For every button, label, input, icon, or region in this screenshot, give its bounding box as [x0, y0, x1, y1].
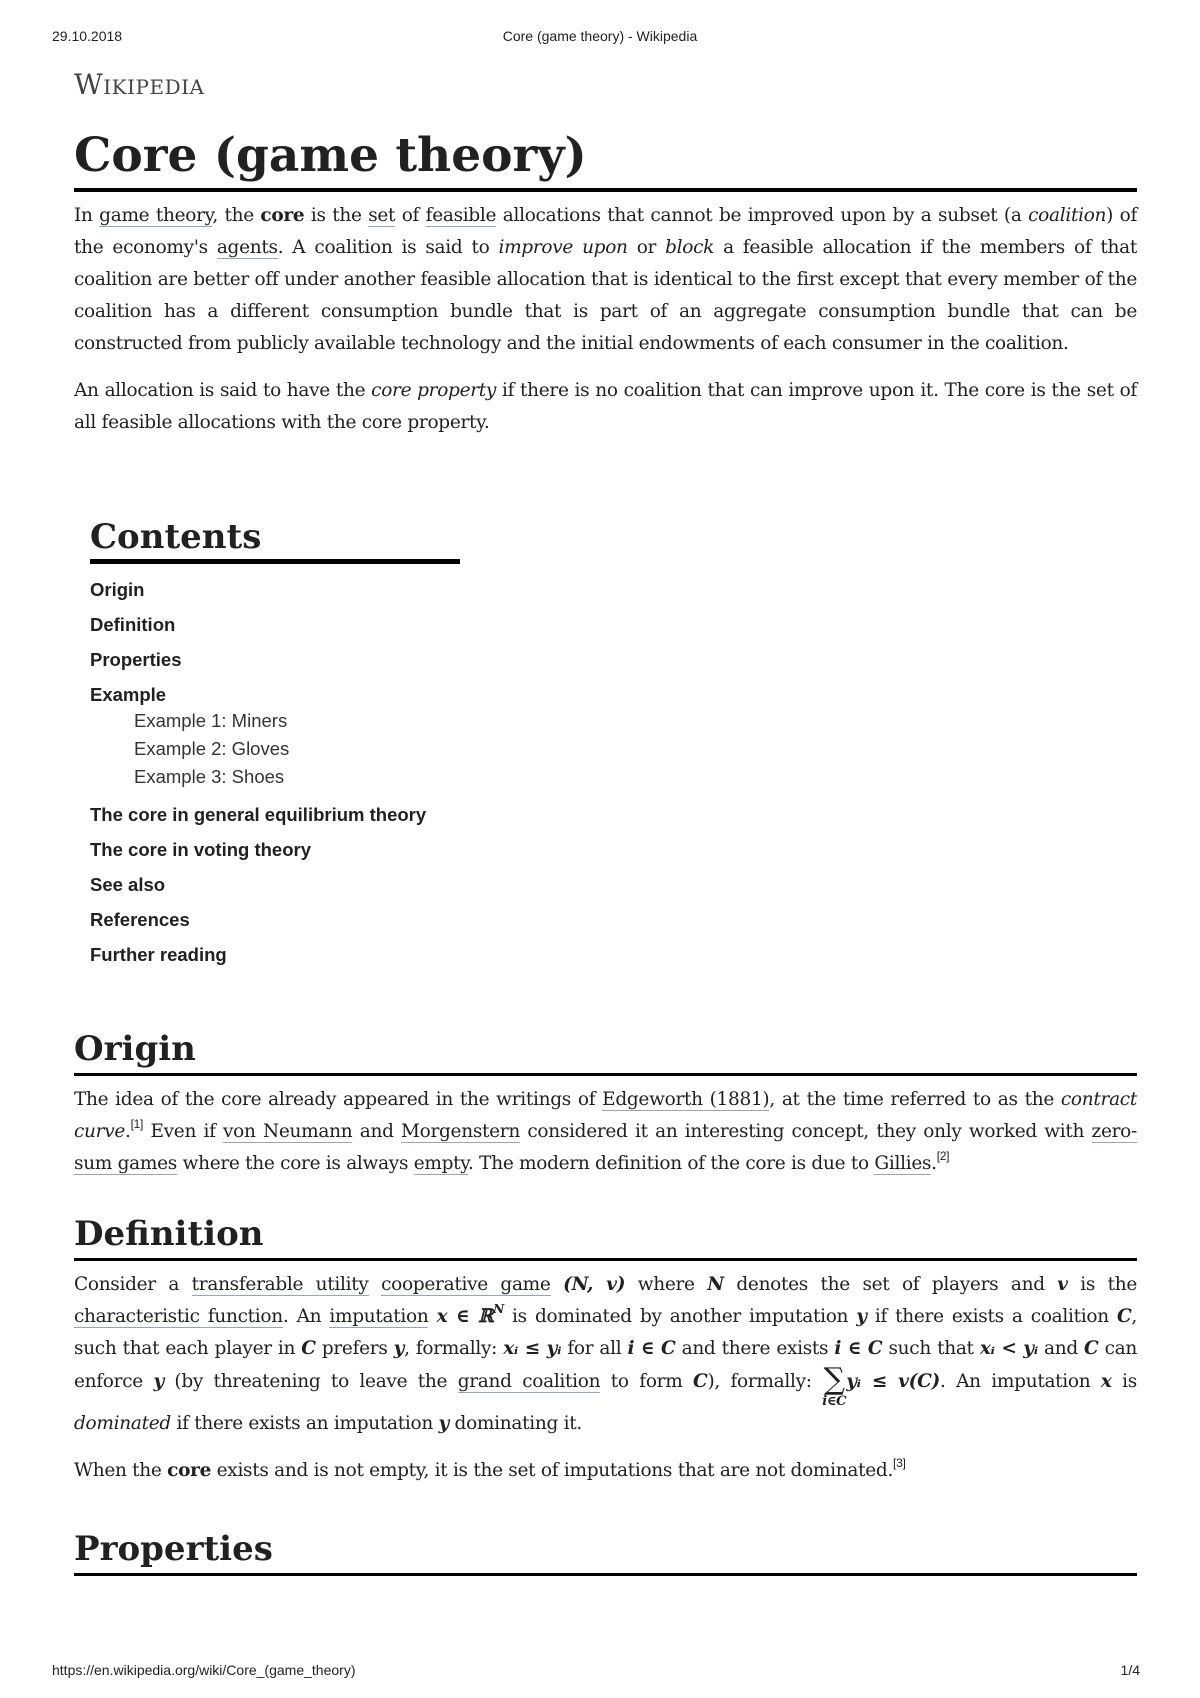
- link-von-neumann[interactable]: von Neumann: [223, 1120, 353, 1142]
- heading-definition: Definition: [74, 1213, 1137, 1261]
- link-gillies[interactable]: Gillies: [874, 1152, 932, 1174]
- ref-2[interactable]: [2]: [936, 1148, 950, 1163]
- toc-list: [90, 578, 460, 978]
- print-date: 29.10.2018: [52, 28, 123, 44]
- definition-paragraph-2: When the core exists and is not empty, it is the set of imputations that are not dominated.[3]: [74, 1455, 906, 1481]
- link-cooperative-game[interactable]: cooperative game: [381, 1273, 551, 1295]
- link-game-theory[interactable]: game theory: [99, 205, 213, 227]
- page-title: Core (game theory): [74, 128, 1137, 192]
- ref-3[interactable]: [3]: [893, 1455, 906, 1470]
- toc-subitem-example-2[interactable]: Example 2: Gloves: [134, 737, 290, 759]
- print-page-number: 1/4: [1120, 1662, 1140, 1678]
- link-zero-sum-games[interactable]: zero-sum games: [74, 1120, 1137, 1174]
- print-title: Core (game theory) - Wikipedia: [502, 28, 698, 44]
- toc-sublist-example: [134, 709, 460, 793]
- intro-paragraph-1: In game theory, the core is the set of feasible allocations that cannot be improved upon by a subset (a coalition) of the economy's agents. A coalition is said to improve upon or block a feasible allocation if the members of that coalition are better off under another feasible allocation that is identical to the first except that every member of the coalition has a different consumption bundle that is part of an aggregate consumption bundle that can be constructed from publicly available technology and the initial endowments of each consumer in the coalition.: [74, 205, 1138, 355]
- toc-item-properties[interactable]: Properties: [90, 648, 182, 670]
- link-transferable-utility[interactable]: transferable utility: [191, 1273, 369, 1295]
- table-of-contents: [90, 516, 460, 978]
- wikipedia-logo[interactable]: Wikipedia: [74, 68, 205, 101]
- print-url: https://en.wikipedia.org/wiki/Core_(game_theory): [52, 1662, 356, 1678]
- toc-item-general-equilibrium[interactable]: The core in general equilibrium theory: [90, 803, 427, 825]
- section-definition: [74, 1213, 1137, 1487]
- toc-subitem-example-3[interactable]: Example 3: Shoes: [134, 765, 285, 787]
- section-origin: [74, 1028, 1137, 1180]
- definition-paragraph-1: Consider a transferable utility cooperative game (N, v) where N denotes the set of players and v is the characteristic function. An imputation x ∈ ℝ$^N$ is dominated by another imputation y if there exists a coalition C, such that each player in C prefers y, formally: xᵢ ≤ yᵢ for all i ∈ C and there exists i ∈ C such that xᵢ < yᵢ and C can enforce y (by threatening to leave the grand coalition to form C), formally: ∑ i∈C yᵢ ≤ v(C). An imputation x is dominated if there exists an imputation y dominating it.: [74, 1273, 1138, 1434]
- heading-properties: Properties: [74, 1528, 1137, 1576]
- link-characteristic-function[interactable]: characteristic function: [74, 1305, 283, 1327]
- origin-paragraph: The idea of the core already appeared in the writings of Edgeworth (1881), at the time referred to as the contract curve.[1] Even if von Neumann and Morgenstern considered it an interesting concept, they only worked with zero-sum games where the core is always empty. The modern definition of the core is due to Gillies.[2]: [74, 1088, 1137, 1174]
- toc-item-voting-theory[interactable]: The core in voting theory: [90, 838, 311, 860]
- toc-item-further-reading[interactable]: Further reading: [90, 943, 227, 965]
- link-morgenstern[interactable]: Morgenstern: [400, 1120, 520, 1142]
- toc-subitem-example-1[interactable]: Example 1: Miners: [134, 709, 288, 731]
- link-set[interactable]: set: [368, 205, 396, 227]
- link-feasible[interactable]: feasible: [425, 205, 497, 227]
- toc-item-example-label[interactable]: Example: [90, 683, 167, 705]
- print-header: [0, 28, 1200, 48]
- link-empty[interactable]: empty: [413, 1152, 468, 1174]
- toc-item-origin[interactable]: Origin: [90, 578, 145, 600]
- print-footer: [0, 1662, 1200, 1682]
- summation-formula: ∑ i∈C: [822, 1361, 847, 1409]
- ref-1[interactable]: [1]: [130, 1116, 144, 1131]
- link-agents[interactable]: agents: [216, 237, 278, 259]
- article-content: [74, 128, 1138, 1569]
- toc-heading: Contents: [90, 516, 460, 564]
- toc-item-see-also[interactable]: See also: [90, 873, 166, 895]
- section-properties: [74, 1528, 1137, 1576]
- toc-item-definition[interactable]: Definition: [90, 613, 176, 635]
- link-imputation[interactable]: imputation: [329, 1305, 429, 1327]
- toc-item-references[interactable]: References: [90, 908, 190, 930]
- heading-origin: Origin: [74, 1028, 1137, 1076]
- toc-item-example[interactable]: [90, 683, 460, 793]
- link-grand-coalition[interactable]: grand coalition: [457, 1370, 601, 1392]
- intro-paragraph-2: An allocation is said to have the core property if there is no coalition that can improve upon it. The core is the set of all feasible allocations with the core property.: [74, 380, 1137, 434]
- link-edgeworth[interactable]: Edgeworth (1881): [602, 1088, 770, 1110]
